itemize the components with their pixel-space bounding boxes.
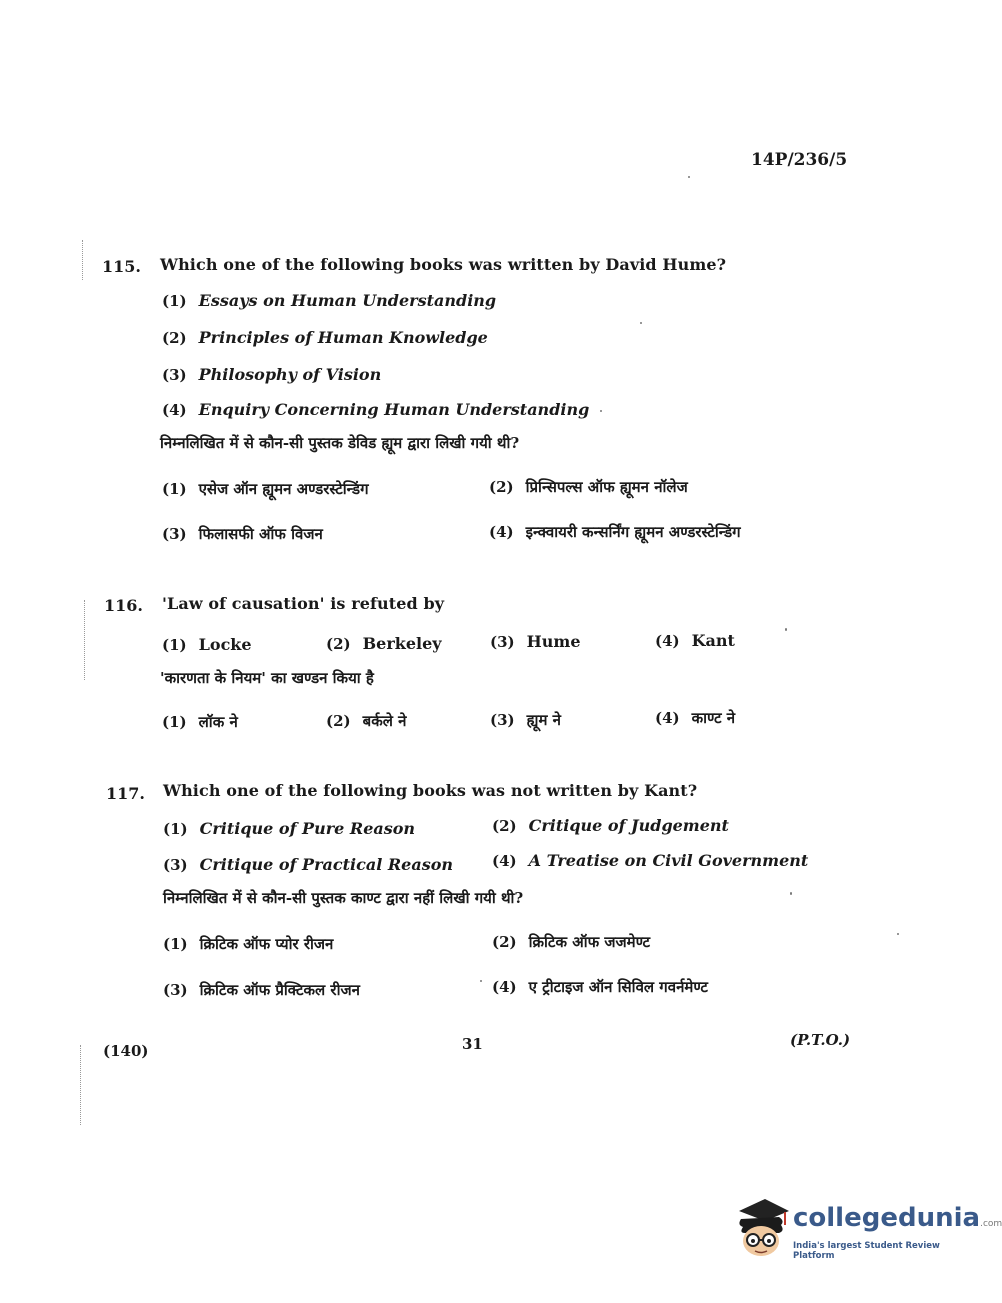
margin-mark: [84, 600, 85, 680]
question-text-hindi: निम्नलिखित में से कौन-सी पुस्तक डेविड ह्यूम द्वारा लिखी गयी थी?: [160, 434, 520, 452]
question-number: 115.: [102, 257, 141, 276]
option: (3) Hume: [490, 632, 581, 651]
option: (3) Philosophy of Vision: [162, 365, 382, 384]
scan-speck: [480, 980, 482, 982]
scan-speck: [640, 322, 642, 324]
option-hindi: (4) ए ट्रीटाइज ऑन सिविल गवर्नमेण्ट: [492, 978, 708, 996]
option: (2) Berkeley: [326, 634, 442, 653]
option: (2) Critique of Judgement: [492, 816, 729, 835]
question-number: 116.: [104, 596, 143, 615]
option-hindi: (1) लॉक ने: [162, 713, 238, 731]
logo-tagline: India's largest Student Review Platform: [793, 1241, 940, 1261]
option-hindi: (3) ह्यूम ने: [490, 711, 561, 729]
option: (4) Enquiry Concerning Human Understanding: [162, 400, 590, 419]
question-text: 'Law of causation' is refuted by: [162, 594, 445, 613]
question-text: Which one of the following books was not written by Kant?: [163, 781, 698, 800]
page-number: 31: [462, 1035, 483, 1053]
margin-mark: [80, 1045, 81, 1125]
option: (1) Locke: [162, 635, 252, 654]
scan-speck: [897, 933, 899, 935]
margin-mark: [82, 240, 83, 280]
question-number: 117.: [106, 784, 145, 803]
option-hindi: (3) फिलासफी ऑफ विजन: [162, 525, 323, 543]
option: (1) Essays on Human Understanding: [162, 291, 497, 310]
pto-label: (P.T.O.): [790, 1031, 851, 1049]
option-hindi: (1) एसेज ऑन ह्यूमन अण्डरस्टेन्डिंग: [162, 480, 369, 498]
booklet-count: (140): [103, 1042, 149, 1060]
option-hindi: (4) काण्ट ने: [655, 709, 736, 727]
option-hindi: (3) क्रिटिक ऑफ प्रैक्टिकल रीजन: [163, 981, 360, 999]
option-hindi: (2) क्रिटिक ऑफ जजमेण्ट: [492, 933, 651, 951]
option-hindi: (2) बर्कले ने: [326, 712, 407, 730]
scan-speck: [790, 892, 792, 895]
collegedunia-logo: [733, 1197, 1002, 1267]
option-hindi: (1) क्रिटिक ऑफ प्योर रीजन: [163, 935, 334, 953]
option: (4) Kant: [655, 631, 735, 650]
option-hindi: (2) प्रिन्सिपल्स ऑफ ह्यूमन नॉलेज: [489, 478, 688, 496]
logo-wordmark: collegedunia.com: [793, 1203, 1002, 1233]
question-text-hindi: 'कारणता के नियम' का खण्डन किया है: [160, 669, 374, 687]
option: (3) Critique of Practical Reason: [163, 855, 453, 874]
scan-speck: [688, 176, 690, 178]
option: (2) Principles of Human Knowledge: [162, 328, 488, 347]
question-text-hindi: निम्नलिखित में से कौन-सी पुस्तक काण्ट द्वारा नहीं लिखी गयी थी?: [163, 889, 524, 907]
paper-code: 14P/236/5: [751, 150, 848, 170]
scan-speck: [785, 628, 787, 631]
option-hindi: (4) इन्क्वायरी कन्सर्निंग ह्यूमन अण्डरस्टेन्डिंग: [489, 523, 741, 541]
scan-speck: [600, 410, 602, 412]
option: (1) Critique of Pure Reason: [163, 819, 416, 838]
mascot-icon: [733, 1197, 791, 1259]
option: (4) A Treatise on Civil Government: [492, 851, 809, 870]
question-text: Which one of the following books was written by David Hume?: [160, 255, 727, 274]
